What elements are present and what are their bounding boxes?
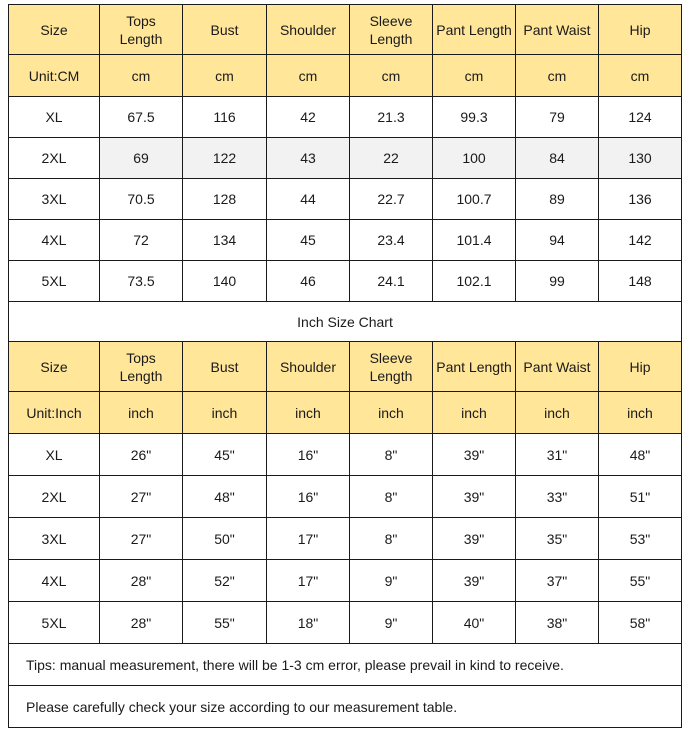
table-cell: 43 [267,138,350,179]
table-cell: 45 [267,220,350,261]
table-row [9,644,682,686]
table-row [9,392,682,434]
table-row [9,138,682,179]
column-header: Shoulder [267,5,350,55]
table-row [9,686,682,728]
table-cell: 22.7 [350,179,433,220]
unit-cell: inch [183,392,267,434]
table-cell: 100.7 [433,179,516,220]
unit-cell: cm [267,55,350,97]
table-row [9,560,682,602]
unit-cell: cm [433,55,516,97]
unit-cell: cm [350,55,433,97]
table-cell: 39" [433,518,516,560]
table-cell: 102.1 [433,261,516,302]
column-header: Bust [183,342,267,392]
size-label: 2XL [9,476,100,518]
table-cell: 122 [183,138,267,179]
column-header: Tops Length [100,5,183,55]
table-cell: 38" [516,602,599,644]
table-cell: 33" [516,476,599,518]
table-cell: 116 [183,97,267,138]
table-cell: 18" [267,602,350,644]
column-header: Sleeve Length [350,5,433,55]
table-cell: 70.5 [100,179,183,220]
column-header: Size [9,5,100,55]
table-row [9,434,682,476]
column-header: Tops Length [100,342,183,392]
table-cell: 16" [267,434,350,476]
size-label: 4XL [9,560,100,602]
column-header: Sleeve Length [350,342,433,392]
table-cell: 50" [183,518,267,560]
table-cell: 124 [599,97,682,138]
table-cell: 128 [183,179,267,220]
table-cell: 53" [599,518,682,560]
column-header: Shoulder [267,342,350,392]
table-cell: 8" [350,476,433,518]
size-label: 2XL [9,138,100,179]
table-cell: 84 [516,138,599,179]
table-cell: 37" [516,560,599,602]
table-cell: 17" [267,518,350,560]
size-chart-table [8,4,682,728]
table-row [9,5,682,55]
unit-cell: Unit:CM [9,55,100,97]
table-cell: 46 [267,261,350,302]
column-header: Pant Waist [516,342,599,392]
column-header: Hip [599,342,682,392]
table-cell: 99.3 [433,97,516,138]
table-cell: 58" [599,602,682,644]
unit-cell: inch [100,392,183,434]
table-cell: 24.1 [350,261,433,302]
table-cell: 142 [599,220,682,261]
column-header: Pant Length [433,342,516,392]
table-cell: 52" [183,560,267,602]
table-cell: 40" [433,602,516,644]
table-cell: 48" [183,476,267,518]
table-cell: 42 [267,97,350,138]
table-cell: 23.4 [350,220,433,261]
table-row [9,261,682,302]
size-check-note: Please carefully check your size according to our measurement table. [9,686,682,728]
table-cell: 26" [100,434,183,476]
table-cell: 39" [433,476,516,518]
table-cell: 21.3 [350,97,433,138]
table-cell: 134 [183,220,267,261]
table-cell: 44 [267,179,350,220]
unit-cell: inch [267,392,350,434]
table-row [9,302,682,342]
table-cell: 22 [350,138,433,179]
tips-note: Tips: manual measurement, there will be 1-3 cm error, please prevail in kind to receive. [9,644,682,686]
table-cell: 31" [516,434,599,476]
column-header: Bust [183,5,267,55]
table-row [9,476,682,518]
table-cell: 148 [599,261,682,302]
unit-cell: cm [516,55,599,97]
size-label: 3XL [9,179,100,220]
table-cell: 72 [100,220,183,261]
unit-cell: inch [599,392,682,434]
inch-chart-title: Inch Size Chart [9,302,682,342]
size-label: XL [9,434,100,476]
table-row [9,55,682,97]
size-chart-body [9,5,682,728]
table-cell: 101.4 [433,220,516,261]
unit-cell: inch [433,392,516,434]
table-cell: 16" [267,476,350,518]
table-cell: 89 [516,179,599,220]
table-cell: 28" [100,602,183,644]
unit-cell: cm [183,55,267,97]
unit-cell: cm [100,55,183,97]
table-cell: 94 [516,220,599,261]
table-cell: 28" [100,560,183,602]
table-cell: 55" [183,602,267,644]
column-header: Pant Length [433,5,516,55]
size-label: 5XL [9,261,100,302]
table-cell: 140 [183,261,267,302]
table-cell: 45" [183,434,267,476]
table-cell: 55" [599,560,682,602]
unit-cell: Unit:Inch [9,392,100,434]
table-cell: 136 [599,179,682,220]
size-label: 5XL [9,602,100,644]
table-cell: 130 [599,138,682,179]
table-row [9,220,682,261]
table-cell: 79 [516,97,599,138]
table-cell: 67.5 [100,97,183,138]
table-row [9,342,682,392]
table-row [9,97,682,138]
size-label: 4XL [9,220,100,261]
table-cell: 39" [433,434,516,476]
size-label: XL [9,97,100,138]
table-cell: 8" [350,518,433,560]
table-cell: 39" [433,560,516,602]
table-row [9,518,682,560]
table-cell: 9" [350,602,433,644]
table-cell: 99 [516,261,599,302]
table-row [9,602,682,644]
table-cell: 8" [350,434,433,476]
table-cell: 27" [100,476,183,518]
table-cell: 48" [599,434,682,476]
unit-cell: cm [599,55,682,97]
column-header: Size [9,342,100,392]
table-cell: 73.5 [100,261,183,302]
unit-cell: inch [516,392,599,434]
table-cell: 35" [516,518,599,560]
table-cell: 27" [100,518,183,560]
table-cell: 69 [100,138,183,179]
table-row [9,179,682,220]
table-cell: 17" [267,560,350,602]
table-cell: 51" [599,476,682,518]
column-header: Pant Waist [516,5,599,55]
size-label: 3XL [9,518,100,560]
table-cell: 9" [350,560,433,602]
table-cell: 100 [433,138,516,179]
unit-cell: inch [350,392,433,434]
column-header: Hip [599,5,682,55]
